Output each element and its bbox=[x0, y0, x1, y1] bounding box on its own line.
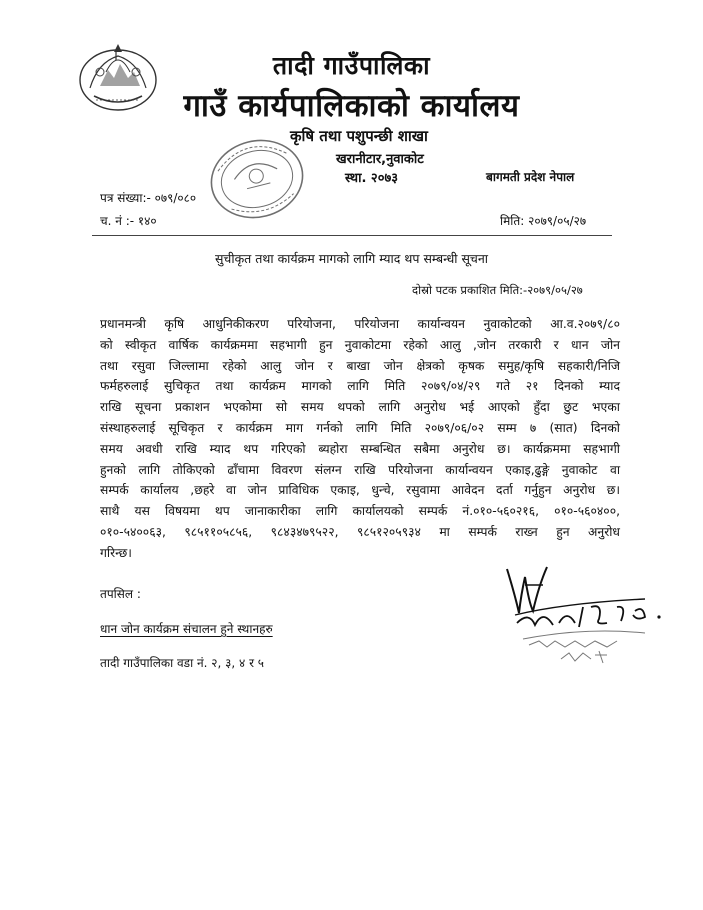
body-line: हुनको लागि तोकिएको ढाँचामा विवरण संलग्न राखि परियोजना कार्यान्वयन एकाइ,ढुङ्गे नुवाकोट वा bbox=[100, 462, 620, 477]
office-stamp bbox=[205, 132, 309, 226]
section-name: कृषि तथा पशुपन्छी शाखा bbox=[290, 127, 428, 145]
handwritten-signature bbox=[495, 555, 675, 675]
body-line: सम्पर्क कार्यालय ,छहरे वा जोन प्राविधिक एकाइ, धुन्चे, रसुवामा आवेदन दर्ता गर्नुहुन अनुरोध छ। bbox=[100, 483, 620, 498]
body-line: साथै यस विषयमा थप जानाकारीका लागि कार्यालयको सम्पर्क नं.०१०-५६०२१६, ०१०-५६०४००, bbox=[100, 504, 620, 519]
annex-label: तपसिल : bbox=[100, 587, 141, 601]
publish-date: दोस्रो पटक प्रकाशित मिति:-२०७९/०५/२७ bbox=[412, 283, 583, 297]
notice-subject: सुचीकृत तथा कार्यक्रम मागको लागि म्याद थप सम्बन्धी सूचना bbox=[214, 251, 489, 266]
body-line: तथा रसुवा जिल्लामा रहेको आलु जोन र बाखा जोन क्षेत्रको कृषक समुह/कृषि सहकारी/निजि bbox=[100, 358, 620, 373]
header-divider bbox=[92, 235, 612, 236]
places-heading: धान जोन कार्यक्रम संचालन हुने स्थानहरु bbox=[100, 622, 273, 636]
office-name: गाउँ कार्यपालिकाको कार्यालय bbox=[183, 88, 520, 124]
body-line: प्रधानमन्त्री कृषि आधुनिकीकरण परियोजना, परियोजना कार्यान्वयन नुवाकोटको आ.व.२०७९/८० bbox=[100, 317, 620, 331]
body-line: फर्महरुलाई सुचिकृत तथा कार्यक्रम मागको लागि मिति २०७९/०४/२९ गते २१ दिनको म्याद bbox=[100, 379, 620, 394]
letter-date: मिति: २०७९/०५/२७ bbox=[500, 214, 587, 228]
letter-number: पत्र संख्या:- ०७९/०८० bbox=[100, 191, 197, 205]
body-line: को स्वीकृत वार्षिक कार्यक्रममा सहभागी हुन नुवाकोटमा रहेको आलु ,जोन तरकारी र धान जोन bbox=[100, 337, 620, 352]
municipality-name: तादी गाउँपालिका bbox=[272, 51, 431, 80]
body-line: समय अवधी राखि म्याद थप गरिएको ब्यहोरा सम्बन्धित सबैमा अनुरोध छ। कार्यक्रममा सहभागी bbox=[100, 441, 620, 456]
province-name: बागमती प्रदेश नेपाल bbox=[486, 170, 575, 184]
places-list: तादी गाउँपालिका वडा नं. २, ३, ४ र ५ bbox=[100, 656, 265, 670]
body-line: राखि सूचना प्रकाशन भएकोमा सो समय थपको लागि अनुरोध भई आएको हुँदा छुट भएका bbox=[100, 400, 620, 415]
body-line: गरिन्छ। bbox=[100, 545, 132, 560]
body-line: संस्थाहरुलाई सूचिकृत र कार्यक्रम माग गर्नको लागि मिति २०७९/०६/०२ सम्म ७ (सात) दिनको bbox=[100, 420, 620, 435]
established-year: स्था. २०७३ bbox=[345, 171, 398, 186]
notice-body bbox=[100, 314, 620, 564]
body-line: ०१०-५४००६३, ९८५११०५८५६, ९८४३४७९५२२, ९८५१२०५९३४ मा सम्पर्क राख्न हुन अनुरोध bbox=[100, 524, 620, 539]
office-location: खरानीटार,नुवाकोट bbox=[336, 152, 424, 167]
dispatch-number: च. नं :- १४० bbox=[100, 214, 157, 228]
